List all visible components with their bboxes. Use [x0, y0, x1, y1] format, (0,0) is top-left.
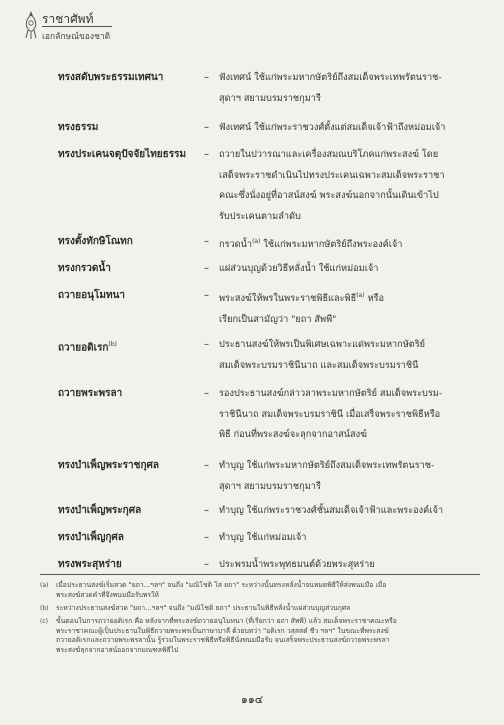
footnote-line: พระสงฆ์สวดคำที่จึงพนมมือรับพรให้	[56, 590, 159, 599]
entry-definition	[219, 286, 481, 330]
entry-term: ทรงบำเพ็ญกุศล	[58, 532, 124, 543]
entry-dash: –	[204, 532, 209, 543]
entry-dash: –	[204, 460, 209, 471]
footnote-line: ขั้นตอนในการถวายอดิเรก คือ หลังจากที่พระสงฆ์ถวายอนุโมทนา (ที่เรียกว่า ยถา สัพพี) แล้ว สมเด็จพระราชาคณะหรือ	[56, 617, 397, 625]
entry-dash: –	[204, 559, 209, 570]
definition-line: สุดาฯ สยามบรมราชกุมารี	[219, 480, 321, 492]
definition-line: แผ่ส่วนบุญด้วยวิธีหลั่งน้ำ ใช้แก่หม่อมเจ้า	[219, 263, 379, 274]
entry-dash: –	[204, 290, 209, 301]
entry-term: ทรงสดับพระธรรมเทศนา	[58, 72, 164, 83]
entry-term: ทรงประเคนจตุปัจจัยไทยธรรม	[58, 149, 187, 160]
definition-line: พระสงฆ์ให้พรในพระราชพิธีและพิธี$^{(a)}$ หรือ	[219, 292, 385, 305]
definition-line: สุดาฯ สยามบรมราชกุมารี	[219, 92, 321, 104]
definition-line: เรียกเป็นสามัญว่า "ยถา สัพพี"	[219, 313, 337, 325]
footnote	[40, 604, 484, 614]
entry-dash: –	[204, 388, 209, 399]
footnote-mark: (a)	[40, 582, 49, 589]
entry-dash: –	[204, 72, 209, 83]
definition-line: ทำบุญ ใช้แก่พระราชวงศ์ชั้นสมเด็จเจ้าฟ้าและพระองค์เจ้า	[219, 505, 443, 516]
entry-definition	[219, 456, 481, 497]
definition-line: ประพรมน้ำพระพุทธมนต์ด้วยพระสุหร่าย	[219, 559, 375, 570]
footnote-mark: (b)	[40, 605, 49, 612]
entry-term: ทรงกรวดน้ำ	[58, 263, 111, 274]
definition-line: ฟังเทศน์ ใช้แก่พระราชวงศ์ตั้งแต่สมเด็จเจ้าฟ้าถึงหม่อมเจ้า	[219, 122, 446, 133]
footnote-text	[56, 617, 484, 655]
footnote-mark: (c)	[40, 618, 48, 625]
entry-term: ถวายพระพรลา	[58, 388, 123, 399]
entry-definition	[219, 118, 481, 139]
entry-dash: –	[204, 339, 209, 350]
definition-line: ถวายในปวารณาและเครื่องสมณบริโภคแก่พระสงฆ์ โดย	[219, 149, 439, 160]
page-number: ๑๑๔	[240, 693, 264, 706]
definition-line: ราชินีนาถ สมเด็จพระบรมราชินี เมื่อเสร็จพระราชพิธีหรือ	[219, 408, 441, 420]
entry-definition	[219, 232, 481, 256]
footnote-text	[56, 581, 484, 600]
entry-dash: –	[204, 149, 209, 160]
definition-line: ทำบุญ ใช้แก่หม่อมเจ้า	[219, 532, 307, 543]
definition-line: รับประเคนตามลำดับ	[219, 210, 301, 222]
definition-line: กรวดน้ำ$^{(a)}$ ใช้แก่พระมหากษัตริย์ถึงพระองค์เจ้า	[219, 238, 403, 251]
footnote-rule	[40, 574, 480, 575]
entry-definition	[219, 555, 481, 576]
entry-definition	[219, 145, 481, 227]
entry-definition	[219, 335, 481, 376]
page-header	[22, 8, 112, 44]
entry-definition	[219, 501, 481, 522]
entry-definition	[219, 384, 481, 446]
footnote-line: พระราชาคณะผู้เป็นประธานในพิธีถวายพระพรเป็นภาษาบาลี ด้วยบทว่า "อติเรก วสฺสสตํ ชีว ฯลฯ" ในขณะที่พระสงฆ์	[56, 626, 389, 635]
definition-line: พิธี ก่อนที่พระสงฆ์จะลุกจากอาสน์สงฆ์	[219, 429, 367, 440]
entry-dash: –	[204, 122, 209, 133]
definition-line: คณะซึ่งนั่งอยู่ที่อาสน์สงฆ์ พระสงฆ์นอกจากนั้นเดินเข้าไป	[219, 190, 439, 201]
definition-line: ประธานสงฆ์ให้พรเป็นพิเศษเฉพาะแด่พระมหากษัตริย์	[219, 339, 426, 350]
entry-definition	[219, 259, 481, 280]
entry-definition	[219, 68, 481, 109]
header-divider	[42, 26, 112, 27]
entry-term: ถวายอดิเรก$^{(b)}$	[58, 341, 117, 354]
header-subtitle: เอกลักษณ์ของชาติ	[42, 32, 111, 42]
footnote	[40, 581, 484, 600]
footnote-line: ระหว่างประธานสงฆ์สวด "ยถา...ฯลฯ" จนถึง "มณิโชติ ยถา" ประธานในพิธีหลั่งน้ำแผ่ส่วนบุญส่วนกุศล	[56, 604, 351, 612]
footnote-text	[56, 604, 484, 614]
entry-term: ทรงธรรม	[58, 122, 99, 133]
entry-dash: –	[204, 505, 209, 516]
entry-term: ทรงพระสุหร่าย	[58, 559, 122, 570]
entry-term: ทรงตั้งทักษิโณทก	[58, 236, 133, 247]
entry-term: ถวายอนุโมทนา	[58, 290, 125, 301]
entry-dash: –	[204, 236, 209, 247]
thai-emblem-icon	[22, 10, 40, 40]
header-title: ราชาศัพท์	[42, 12, 94, 26]
footnote	[40, 617, 484, 655]
footnote-line: เมื่อประธานสงฆ์เริ่มสวด "ยถา...ฯลฯ" จนถึง "มณิโชติ โส ยถา" ระหว่างนั้นทรงหลั่งน้ำจนหมดพิธีให้ส่งพนมมือ เมื่อ	[56, 581, 387, 589]
definition-line: รองประธานสงฆ์กล่าวลาพระมหากษัตริย์ สมเด็จพระบรม-	[219, 388, 443, 399]
definition-line: เสด็จพระราชดำเนินไปทรงประเคนเฉพาะสมเด็จพระราชา	[219, 169, 445, 181]
entry-definition	[219, 528, 481, 549]
definition-line: ฟังเทศน์ ใช้แก่พระมหากษัตริย์ถึงสมเด็จพระเทพรัตนราช-	[219, 72, 442, 83]
footnote-line: ถวายอดิเรกและถวายพระพรลานั้น รู้ร่วมในพระราชพิธีหรือพิธีนั่งพนมมือรับ จนเสร็จพระประธานสงฆ์ถวายพระพรลา	[56, 636, 390, 644]
entry-term: ทรงบำเพ็ญพระราชกุศล	[58, 460, 159, 471]
entry-dash: –	[204, 263, 209, 274]
definition-line: ทำบุญ ใช้แก่พระมหากษัตริย์ถึงสมเด็จพระเทพรัตนราช-	[219, 460, 435, 471]
entry-term: ทรงบำเพ็ญพระกุศล	[58, 505, 142, 516]
definition-line: สมเด็จพระบรมราชินีนาถ และสมเด็จพระบรมราชินี	[219, 359, 419, 371]
footnote-line: พระสงฆ์ลุกจากอาสน์ออกจากมณฑลพิธีไป	[56, 645, 179, 654]
